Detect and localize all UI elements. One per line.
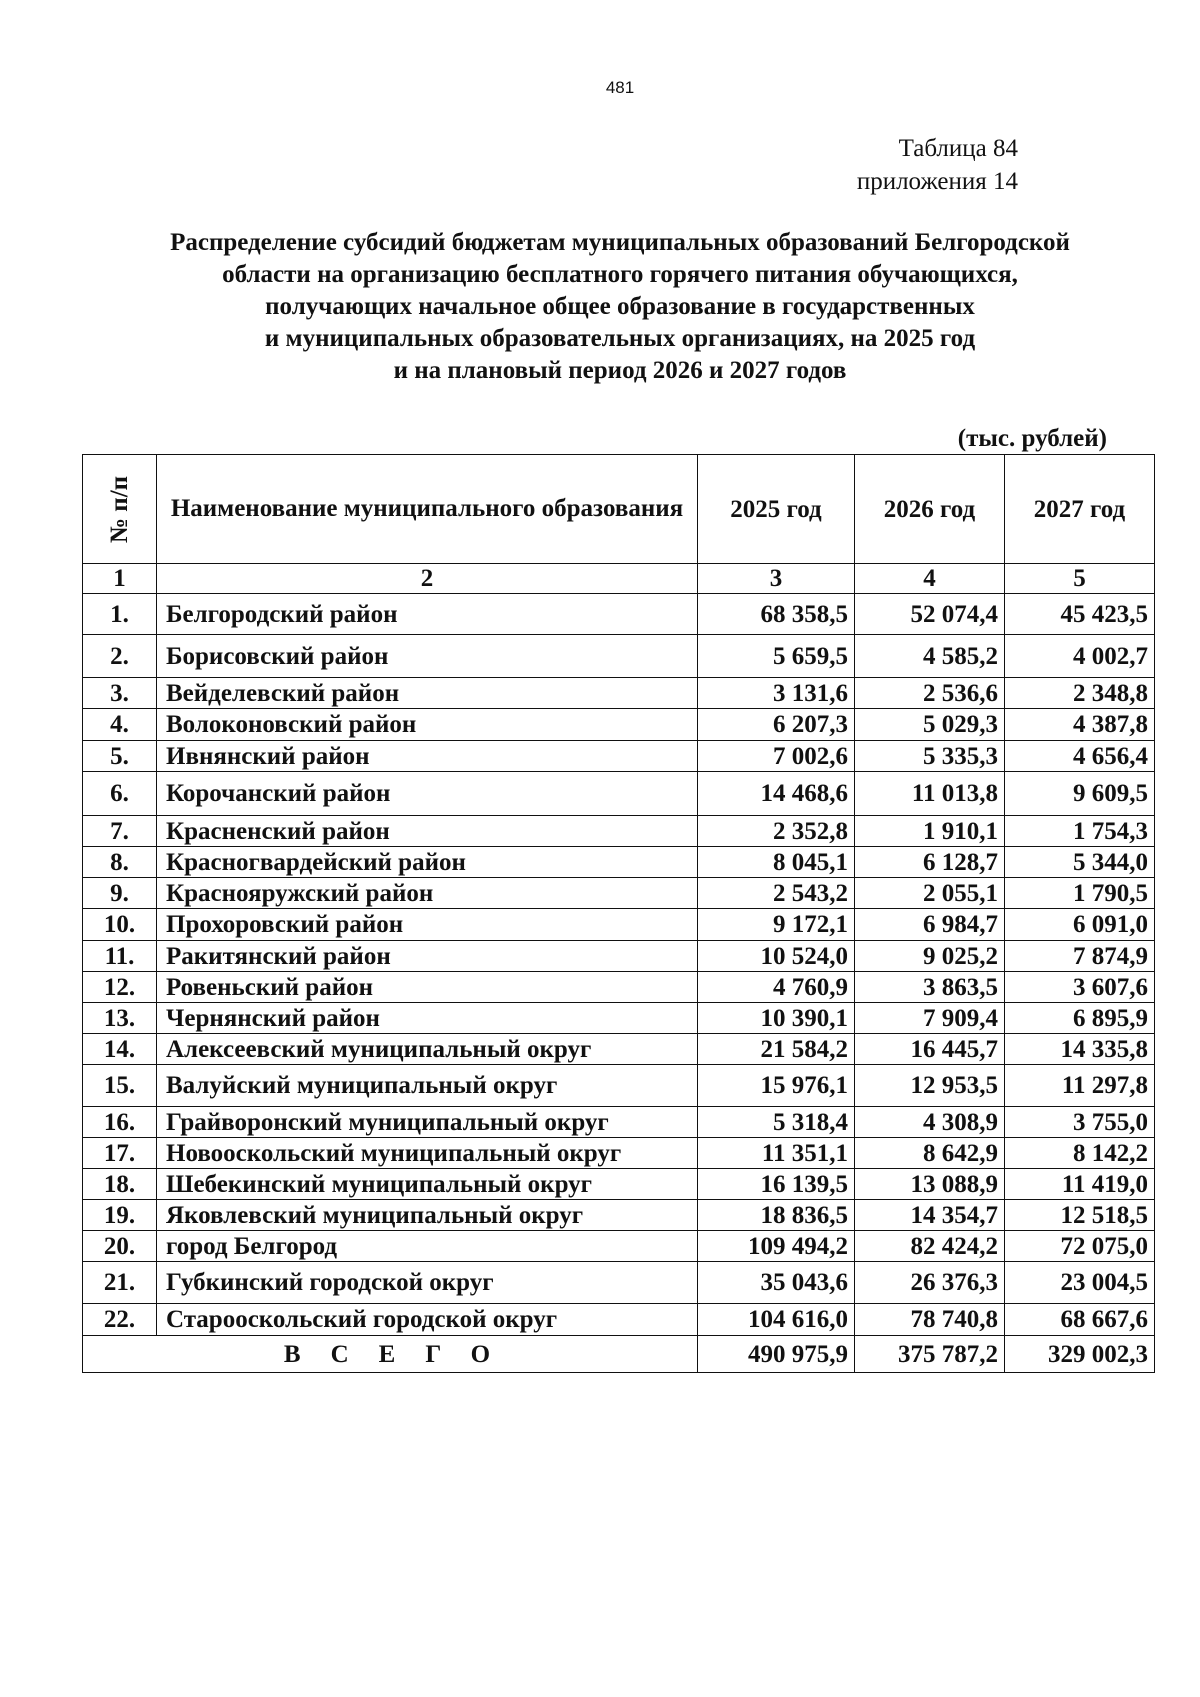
row-2027: 11 297,8 bbox=[1005, 1065, 1155, 1107]
row-name: Волоконовский район bbox=[157, 709, 698, 741]
row-number: 5. bbox=[83, 741, 157, 772]
row-2025: 11 351,1 bbox=[698, 1138, 855, 1169]
row-2027: 4 387,8 bbox=[1005, 709, 1155, 741]
title-line: области на организацию бесплатного горячего питания обучающихся, bbox=[222, 261, 1018, 288]
table-reference bbox=[857, 132, 1018, 198]
row-2025: 16 139,5 bbox=[698, 1169, 855, 1200]
table-row bbox=[83, 635, 1155, 678]
row-number: 20. bbox=[83, 1231, 157, 1262]
row-name: Белгородский район bbox=[157, 594, 698, 635]
table-ref-line-2: приложения 14 bbox=[856, 168, 1018, 195]
table-row bbox=[83, 1003, 1155, 1034]
row-2026: 78 740,8 bbox=[855, 1304, 1005, 1336]
total-2025: 490 975,9 bbox=[698, 1336, 855, 1373]
table-row bbox=[83, 1138, 1155, 1169]
row-2027: 3 607,6 bbox=[1005, 972, 1155, 1003]
row-2027: 68 667,6 bbox=[1005, 1304, 1155, 1336]
row-2026: 26 376,3 bbox=[855, 1262, 1005, 1304]
row-name: Ракитянский район bbox=[157, 941, 698, 972]
page-number: 481 bbox=[605, 78, 635, 97]
row-2026: 82 424,2 bbox=[855, 1231, 1005, 1262]
table-row bbox=[83, 741, 1155, 772]
row-2025: 7 002,6 bbox=[698, 741, 855, 772]
row-name: Корочанский район bbox=[157, 772, 698, 816]
row-2025: 10 390,1 bbox=[698, 1003, 855, 1034]
table-row bbox=[83, 1065, 1155, 1107]
row-number: 2. bbox=[83, 635, 157, 678]
row-2027: 9 609,5 bbox=[1005, 772, 1155, 816]
header-2026: 2026 год bbox=[855, 455, 1005, 564]
row-number: 7. bbox=[83, 816, 157, 847]
row-2025: 3 131,6 bbox=[698, 678, 855, 709]
row-number: 15. bbox=[83, 1065, 157, 1107]
table-row bbox=[83, 1304, 1155, 1336]
row-name: Борисовский район bbox=[157, 635, 698, 678]
row-2025: 35 043,6 bbox=[698, 1262, 855, 1304]
row-2026: 14 354,7 bbox=[855, 1200, 1005, 1231]
row-number: 9. bbox=[83, 878, 157, 909]
row-2026: 4 308,9 bbox=[855, 1107, 1005, 1138]
row-2027: 2 348,8 bbox=[1005, 678, 1155, 709]
table-row bbox=[83, 816, 1155, 847]
table-row bbox=[83, 972, 1155, 1003]
table-row bbox=[83, 878, 1155, 909]
header-2025: 2025 год bbox=[698, 455, 855, 564]
row-2026: 3 863,5 bbox=[855, 972, 1005, 1003]
row-number: 18. bbox=[83, 1169, 157, 1200]
table-row bbox=[83, 1107, 1155, 1138]
table-header-row bbox=[83, 455, 1155, 564]
row-name: Старооскольский городской округ bbox=[157, 1304, 698, 1336]
row-name: Краснояружский район bbox=[157, 878, 698, 909]
table-row bbox=[83, 1262, 1155, 1304]
table-row bbox=[83, 941, 1155, 972]
row-2026: 16 445,7 bbox=[855, 1034, 1005, 1065]
column-index: 3 bbox=[698, 564, 855, 594]
column-index: 5 bbox=[1005, 564, 1155, 594]
row-2026: 6 128,7 bbox=[855, 847, 1005, 878]
row-number: 3. bbox=[83, 678, 157, 709]
row-2027: 11 419,0 bbox=[1005, 1169, 1155, 1200]
document-title bbox=[80, 227, 1160, 387]
row-2027: 3 755,0 bbox=[1005, 1107, 1155, 1138]
title-line: Распределение субсидий бюджетам муниципальных образований Белгородской bbox=[170, 229, 1070, 256]
row-2025: 104 616,0 bbox=[698, 1304, 855, 1336]
header-name: Наименование муниципального образования bbox=[157, 455, 698, 564]
row-2026: 9 025,2 bbox=[855, 941, 1005, 972]
row-number: 4. bbox=[83, 709, 157, 741]
row-name: Яковлевский муниципальный округ bbox=[157, 1200, 698, 1231]
row-name: Шебекинский муниципальный округ bbox=[157, 1169, 698, 1200]
row-2027: 6 895,9 bbox=[1005, 1003, 1155, 1034]
row-2027: 4 656,4 bbox=[1005, 741, 1155, 772]
table-row bbox=[83, 709, 1155, 741]
row-2025: 5 318,4 bbox=[698, 1107, 855, 1138]
column-index: 2 bbox=[157, 564, 698, 594]
row-2027: 23 004,5 bbox=[1005, 1262, 1155, 1304]
row-2026: 7 909,4 bbox=[855, 1003, 1005, 1034]
row-2026: 13 088,9 bbox=[855, 1169, 1005, 1200]
row-number: 8. bbox=[83, 847, 157, 878]
row-name: Губкинский городской округ bbox=[157, 1262, 698, 1304]
table-body bbox=[83, 564, 1155, 1336]
row-name: Красногвардейский район bbox=[157, 847, 698, 878]
table-ref-line-1: Таблица 84 bbox=[898, 135, 1018, 162]
subsidy-table bbox=[82, 454, 1155, 1373]
title-line: и на плановый период 2026 и 2027 годов bbox=[393, 357, 847, 384]
table-row bbox=[83, 1034, 1155, 1065]
row-2025: 6 207,3 bbox=[698, 709, 855, 741]
row-name: Ровеньский район bbox=[157, 972, 698, 1003]
row-number: 16. bbox=[83, 1107, 157, 1138]
row-2025: 2 352,8 bbox=[698, 816, 855, 847]
row-number: 1. bbox=[83, 594, 157, 635]
column-index-row bbox=[83, 564, 1155, 594]
row-2025: 15 976,1 bbox=[698, 1065, 855, 1107]
header-2027: 2027 год bbox=[1005, 455, 1155, 564]
row-number: 10. bbox=[83, 909, 157, 941]
row-2027: 45 423,5 bbox=[1005, 594, 1155, 635]
row-2027: 14 335,8 bbox=[1005, 1034, 1155, 1065]
row-2025: 18 836,5 bbox=[698, 1200, 855, 1231]
row-2026: 5 029,3 bbox=[855, 709, 1005, 741]
row-name: Алексеевский муниципальный округ bbox=[157, 1034, 698, 1065]
table-row bbox=[83, 594, 1155, 635]
row-name: Прохоровский район bbox=[157, 909, 698, 941]
header-number bbox=[83, 455, 157, 564]
row-2025: 10 524,0 bbox=[698, 941, 855, 972]
row-2026: 2 055,1 bbox=[855, 878, 1005, 909]
row-number: 21. bbox=[83, 1262, 157, 1304]
row-2026: 4 585,2 bbox=[855, 635, 1005, 678]
row-2025: 14 468,6 bbox=[698, 772, 855, 816]
row-2026: 6 984,7 bbox=[855, 909, 1005, 941]
table-row bbox=[83, 1231, 1155, 1262]
total-label: ВСЕГО bbox=[83, 1336, 698, 1373]
row-name: Новооскольский муниципальный округ bbox=[157, 1138, 698, 1169]
row-2025: 8 045,1 bbox=[698, 847, 855, 878]
row-2027: 7 874,9 bbox=[1005, 941, 1155, 972]
row-2026: 2 536,6 bbox=[855, 678, 1005, 709]
header-number-label: № п/п bbox=[105, 475, 133, 543]
row-2025: 2 543,2 bbox=[698, 878, 855, 909]
units-label: (тыс. рублей) bbox=[957, 425, 1107, 452]
table-row bbox=[83, 847, 1155, 878]
row-name: Грайворонский муниципальный округ bbox=[157, 1107, 698, 1138]
row-2026: 11 013,8 bbox=[855, 772, 1005, 816]
table-row bbox=[83, 1169, 1155, 1200]
row-2025: 5 659,5 bbox=[698, 635, 855, 678]
row-number: 6. bbox=[83, 772, 157, 816]
row-2027: 72 075,0 bbox=[1005, 1231, 1155, 1262]
row-2025: 21 584,2 bbox=[698, 1034, 855, 1065]
table-row bbox=[83, 772, 1155, 816]
row-2027: 6 091,0 bbox=[1005, 909, 1155, 941]
row-name: Вейделевский район bbox=[157, 678, 698, 709]
total-2027: 329 002,3 bbox=[1005, 1336, 1155, 1373]
row-2027: 1 754,3 bbox=[1005, 816, 1155, 847]
row-name: Чернянский район bbox=[157, 1003, 698, 1034]
row-number: 11. bbox=[83, 941, 157, 972]
row-name: Красненский район bbox=[157, 816, 698, 847]
row-2025: 4 760,9 bbox=[698, 972, 855, 1003]
row-2027: 8 142,2 bbox=[1005, 1138, 1155, 1169]
row-number: 19. bbox=[83, 1200, 157, 1231]
row-2027: 4 002,7 bbox=[1005, 635, 1155, 678]
row-2027: 5 344,0 bbox=[1005, 847, 1155, 878]
title-line: и муниципальных образовательных организациях, на 2025 год bbox=[264, 325, 976, 352]
column-index: 1 bbox=[83, 564, 157, 594]
row-2025: 68 358,5 bbox=[698, 594, 855, 635]
column-index: 4 bbox=[855, 564, 1005, 594]
row-2025: 109 494,2 bbox=[698, 1231, 855, 1262]
total-2026: 375 787,2 bbox=[855, 1336, 1005, 1373]
row-2026: 12 953,5 bbox=[855, 1065, 1005, 1107]
row-2026: 8 642,9 bbox=[855, 1138, 1005, 1169]
table-row bbox=[83, 678, 1155, 709]
row-2027: 1 790,5 bbox=[1005, 878, 1155, 909]
title-line: получающих начальное общее образование в государственных bbox=[265, 293, 975, 320]
row-name: Ивнянский район bbox=[157, 741, 698, 772]
row-number: 12. bbox=[83, 972, 157, 1003]
row-number: 13. bbox=[83, 1003, 157, 1034]
row-2026: 52 074,4 bbox=[855, 594, 1005, 635]
row-name: город Белгород bbox=[157, 1231, 698, 1262]
row-2026: 1 910,1 bbox=[855, 816, 1005, 847]
total-row bbox=[83, 1336, 1155, 1373]
row-number: 17. bbox=[83, 1138, 157, 1169]
row-2025: 9 172,1 bbox=[698, 909, 855, 941]
row-2027: 12 518,5 bbox=[1005, 1200, 1155, 1231]
row-name: Валуйский муниципальный округ bbox=[157, 1065, 698, 1107]
row-number: 22. bbox=[83, 1304, 157, 1336]
row-number: 14. bbox=[83, 1034, 157, 1065]
row-2026: 5 335,3 bbox=[855, 741, 1005, 772]
table-row bbox=[83, 909, 1155, 941]
table-row bbox=[83, 1200, 1155, 1231]
